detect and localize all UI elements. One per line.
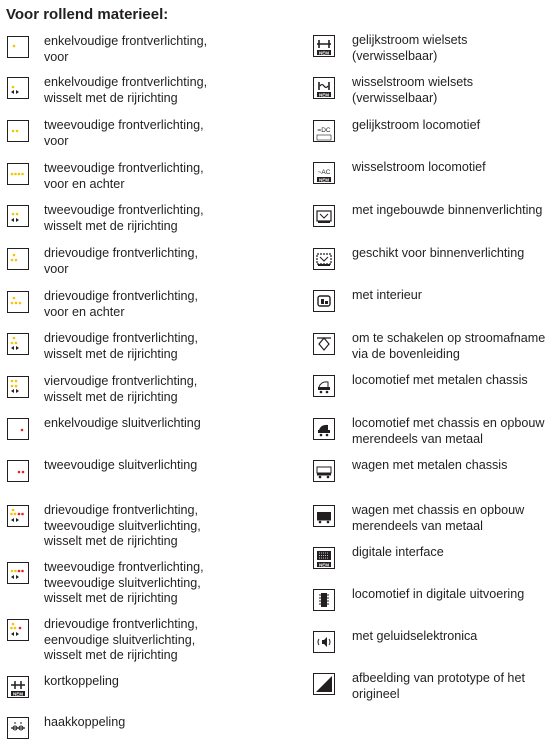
sound-electronics-icon [313,631,335,653]
single-tail-light-icon [7,418,29,440]
svg-text:~AC: ~AC [317,169,331,176]
legend-label-line: tweevoudige frontverlichting, [44,203,204,217]
ac-locomotive-nem-icon [313,162,335,184]
legend-label-line: drievoudige frontverlichting, [44,617,199,631]
legend-label-line: gelijkstroom locomotief [352,118,481,132]
right-legend-label [352,160,486,176]
legend-label-line: enkelvoudige sluitverlichting [44,416,201,430]
legend-label-line: gelijkstroom wielsets [352,33,468,47]
legend-label-line: tweevoudige sluitverlichting, [44,575,201,590]
left-legend-label [44,203,204,234]
legend-label-line: wisselt met de rijrichting [44,591,178,605]
dc-locomotive-nem-icon [313,120,335,142]
right-legend-label [352,629,477,645]
right-legend-label [352,373,528,389]
double-front-double-tail-reversing-icon [7,562,29,584]
legend-label-line: wagen met metalen chassis [352,458,508,472]
legend-label-line: merendeels van metaal [352,431,483,446]
legend-label-line: met interieur [352,288,422,302]
legend-label-line: voor en achter [44,176,125,191]
legend-label-line: kortkoppeling [44,674,119,688]
legend-label-line: drievoudige frontverlichting, [44,331,199,345]
prototype-image-icon [313,673,335,695]
interior-icon [313,290,335,312]
legend-label-line: tweevoudige frontverlichting, [44,560,204,574]
left-legend-label [44,560,204,607]
left-legend-label [44,674,119,690]
pantograph-switchable-icon [313,333,335,355]
built-in-interior-lighting-icon [313,205,335,227]
legend-label-line: drievoudige frontverlichting, [44,246,199,260]
double-tail-light-icon [7,460,29,482]
hook-coupling-icon [7,717,29,739]
legend-label-line: om te schakelen op stroomafname [352,331,546,345]
right-legend-label [352,503,524,534]
legend-label-line: met geluidselektronica [352,629,478,643]
legend-label-line: voor [44,261,69,276]
interior-lighting-ready-icon [313,248,335,270]
left-legend-label [44,161,204,192]
triple-front-light-reversing-icon [7,333,29,355]
left-legend-label [44,289,198,320]
legend-label-line: voor [44,133,69,148]
left-legend-label [44,503,201,550]
left-legend-label [44,331,198,362]
svg-text:NEM: NEM [319,562,329,568]
legend-label-line: wisselt met de rijrichting [44,534,178,548]
dc-wheelsets-nem-icon [313,35,335,57]
left-legend-label [44,34,207,65]
digital-interface-nem-icon [313,547,335,569]
right-legend-label [352,545,444,561]
ac-wheelsets-nem-icon [313,77,335,99]
double-front-light-icon [7,120,29,142]
double-front-light-reversing-icon [7,205,29,227]
legend-label-line: wagen met chassis en opbouw [352,503,525,517]
legend-label-line: via de bovenleiding [352,346,460,361]
legend-label-line: drievoudige frontverlichting, [44,503,199,517]
left-legend-label [44,374,197,405]
legend-label-line: drievoudige frontverlichting, [44,289,199,303]
legend-label-line: tweevoudige frontverlichting, [44,161,204,175]
legend-label-line: voor [44,49,69,64]
right-legend-label [352,416,545,447]
right-legend-label [352,331,545,362]
left-legend-label [44,617,198,664]
right-legend-label [352,75,473,106]
left-legend-label [44,458,197,474]
right-legend-label [352,203,542,219]
legend-label-line: locomotief met metalen chassis [352,373,528,387]
legend-label-line: (verwisselbaar) [352,48,438,63]
legend-label-line: eenvoudige sluitverlichting, [44,632,196,647]
right-legend-label [352,33,467,64]
legend-label-line: voor en achter [44,304,125,319]
locomotive-metal-chassis-body-icon [313,418,335,440]
legend-label-line: viervoudige frontverlichting, [44,374,198,388]
legend-label-line: met ingebouwde binnenverlichting [352,203,543,217]
legend-label-line: wisselt met de rijrichting [44,218,178,233]
legend-label-line: tweevoudige frontverlichting, [44,118,204,132]
wagon-metal-chassis-body-icon [313,505,335,527]
digital-locomotive-icon [313,589,335,611]
legend-label-line: origineel [352,686,400,701]
legend-label-line: wisselstroom wielsets [352,75,474,89]
right-legend-label [352,288,422,304]
svg-text:NEM: NEM [319,50,329,56]
double-front-light-front-rear-icon [7,163,29,185]
left-legend-label [44,416,201,432]
legend-label-line: wisselt met de rijrichting [44,648,178,662]
single-front-light-reversing-icon [7,77,29,99]
wagon-metal-chassis-icon [313,460,335,482]
triple-front-double-tail-reversing-icon [7,505,29,527]
legend-label-line: wisselt met de rijrichting [44,389,178,404]
right-legend-label [352,671,525,702]
svg-text:NEM: NEM [319,92,329,98]
legend-label-line: wisselt met de rijrichting [44,90,178,105]
short-coupling-nem-icon [7,676,29,698]
triple-front-light-icon [7,248,29,270]
legend-label-line: tweevoudige sluitverlichting [44,458,198,472]
right-legend-label [352,587,524,603]
legend-label-line: haakkoppeling [44,715,126,729]
svg-text:NEM: NEM [13,691,23,697]
legend-label-line: wisselstroom locomotief [352,160,486,174]
legend-label-line: merendeels van metaal [352,518,483,533]
svg-text:NEM: NEM [319,177,329,183]
legend-label-line: digitale interface [352,545,444,559]
left-legend-label [44,715,125,731]
legend-label-line: wisselt met de rijrichting [44,346,178,361]
legend-label-line: (verwisselbaar) [352,90,438,105]
svg-text:NEM: NEM [319,135,329,141]
legend-label-line: afbeelding van prototype of het [352,671,525,685]
legend-label-line: enkelvoudige frontverlichting, [44,34,208,48]
quadruple-front-light-reversing-icon [7,376,29,398]
right-legend-label [352,118,480,134]
legend-label-line: enkelvoudige frontverlichting, [44,75,208,89]
legend-label-line: tweevoudige sluitverlichting, [44,518,201,533]
legend-label-line: geschikt voor binnenverlichting [352,246,525,260]
locomotive-metal-chassis-icon [313,375,335,397]
right-legend-label [352,246,524,262]
left-legend-label [44,75,207,106]
triple-front-light-front-rear-icon [7,291,29,313]
triple-front-single-tail-reversing-icon [7,619,29,641]
svg-text:=DC: =DC [317,127,331,134]
legend-label-line: locomotief in digitale uitvoering [352,587,525,601]
right-legend-label [352,458,507,474]
legend-label-line: locomotief met chassis en opbouw [352,416,545,430]
title: Voor rollend materieel: [6,6,169,23]
left-legend-label [44,118,204,149]
single-front-light-icon [7,36,29,58]
left-legend-label [44,246,198,277]
